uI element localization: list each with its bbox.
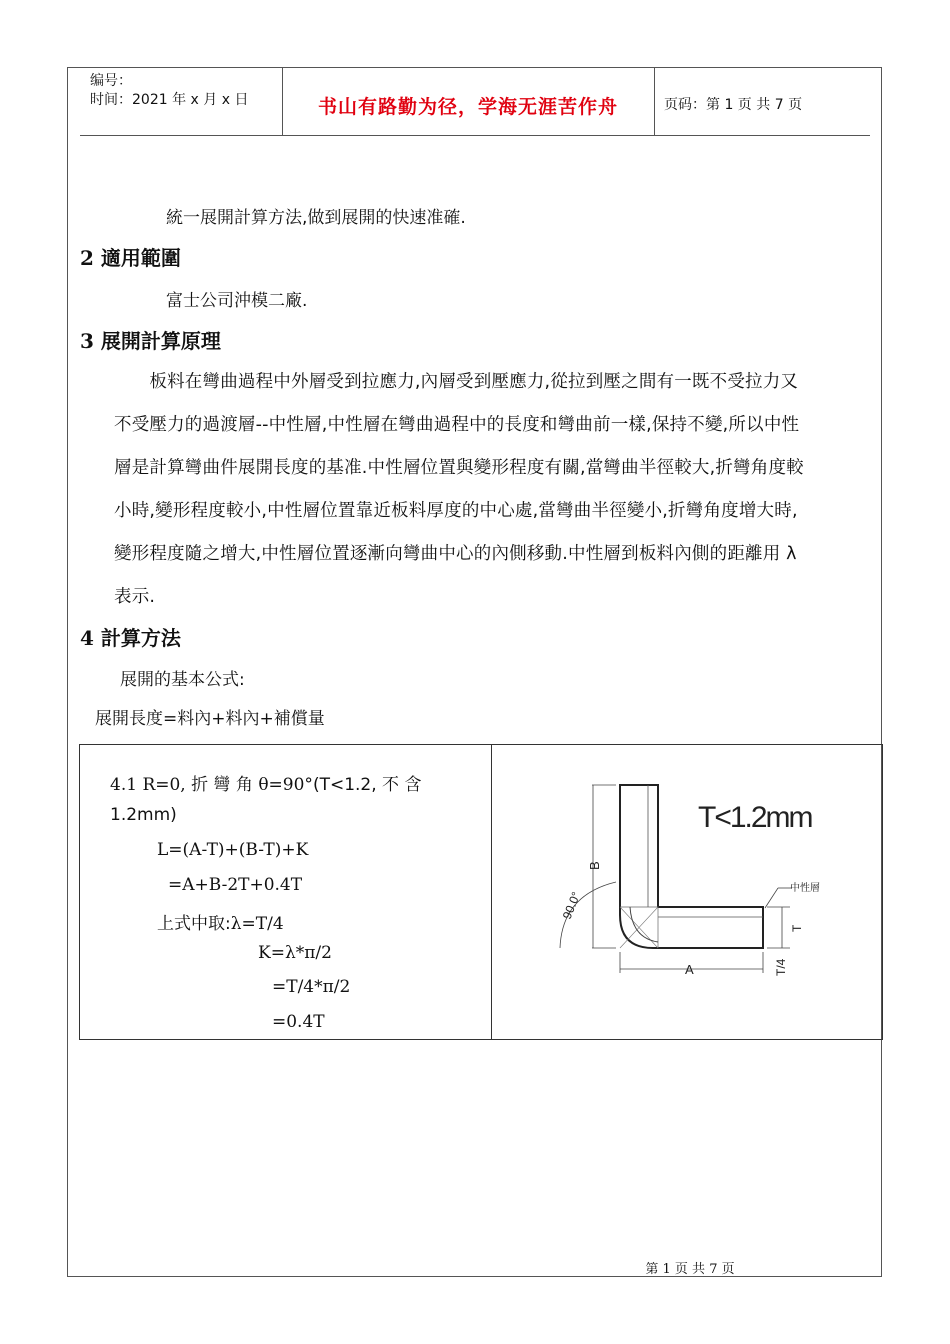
header-divider [654,67,655,135]
diagram-title: T<1.2mm [698,801,812,834]
intro-line: 統一展開計算方法,做到展開的快速准確. [166,208,466,228]
formula-label: 上式中取: [157,914,231,934]
case-title-main: 4.1 R=0, 折 彎 角 θ=90° [110,775,313,795]
bend-diagram [520,770,860,1000]
header-page-info: 页码：第 1 页 共 7 页 [664,97,803,113]
section-title: 展開計算原理 [100,329,221,353]
formula-line: =T/4*π/2 [272,977,351,997]
formula-line: K=λ*π/2 [258,943,332,963]
formula-line: =A+B-2T+0.4T [168,875,303,895]
neutral-layer-arc [630,907,658,942]
basic-formula-label: 展開的基本公式: [120,670,245,690]
body-line: 板料在彎曲過程中外層受到拉應力,內層受到壓應力,從拉到壓之間有一既不受拉力又 [114,372,799,392]
formula-line: L=(A-T)+(B-T)+K [157,840,309,860]
section-title: 適用範圍 [100,246,181,270]
case-title-condition: (T<1.2, 不 含 [312,775,422,795]
time-label: 时间：2021 年 x 月 x 日 [90,92,249,108]
formula-value: λ=T/4 [230,914,284,934]
section-number: 4 [80,626,94,650]
angle-label: 90.0° [559,889,584,922]
formula-line [157,909,284,934]
formula-line: =0.4T [272,1012,325,1032]
body-line: 層是計算彎曲件展開長度的基准.中性層位置與變形程度有關,當彎曲半徑較大,折彎角度較 [114,458,804,478]
section-4-heading [80,626,181,650]
leader-line [765,888,778,908]
section-2-body: 富士公司沖模二廠. [166,291,308,311]
header-meta [90,72,248,110]
table-divider [491,744,492,1040]
section-3-body [114,361,866,619]
body-line: 表示. [114,587,156,607]
section-title: 計算方法 [100,626,181,650]
dimension-label-t4: T/4 [774,958,788,976]
number-label: 编号： [90,73,132,89]
section-number: 3 [80,329,94,353]
dimension-label-b: B [587,861,602,870]
body-line: 小時,變形程度較小,中性層位置靠近板料厚度的中心處,當彎曲半徑變小,折彎角度增大時, [114,501,798,521]
case-title-unit: 1.2mm) [110,805,177,825]
section-2-heading [80,246,181,270]
section-3-heading [80,329,221,353]
dimension-label-a: A [685,962,694,977]
bend-construction [620,907,658,948]
body-line: 不受壓力的過渡層--中性層,中性層在彎曲過程中的長度和彎曲前一樣,保持不變,所以中性 [114,415,800,435]
dimension-label-t: T [790,924,804,932]
section-number: 2 [80,246,94,270]
header-motto: 书山有路勤为径，学海无涯苦作舟 [317,96,618,118]
neutral-layer-label: 中性層 [790,883,820,894]
body-line: 變形程度隨之增大,中性層位置逐漸向彎曲中心的內側移動.中性層到板料內側的距離用 λ [114,544,797,564]
header-bottom-rule [80,135,870,136]
case-title [110,770,421,795]
unfold-length-formula: 展開長度=料內+料內+補償量 [95,709,325,729]
page-footer: 第 1 页 共 7 页 [645,1262,735,1277]
